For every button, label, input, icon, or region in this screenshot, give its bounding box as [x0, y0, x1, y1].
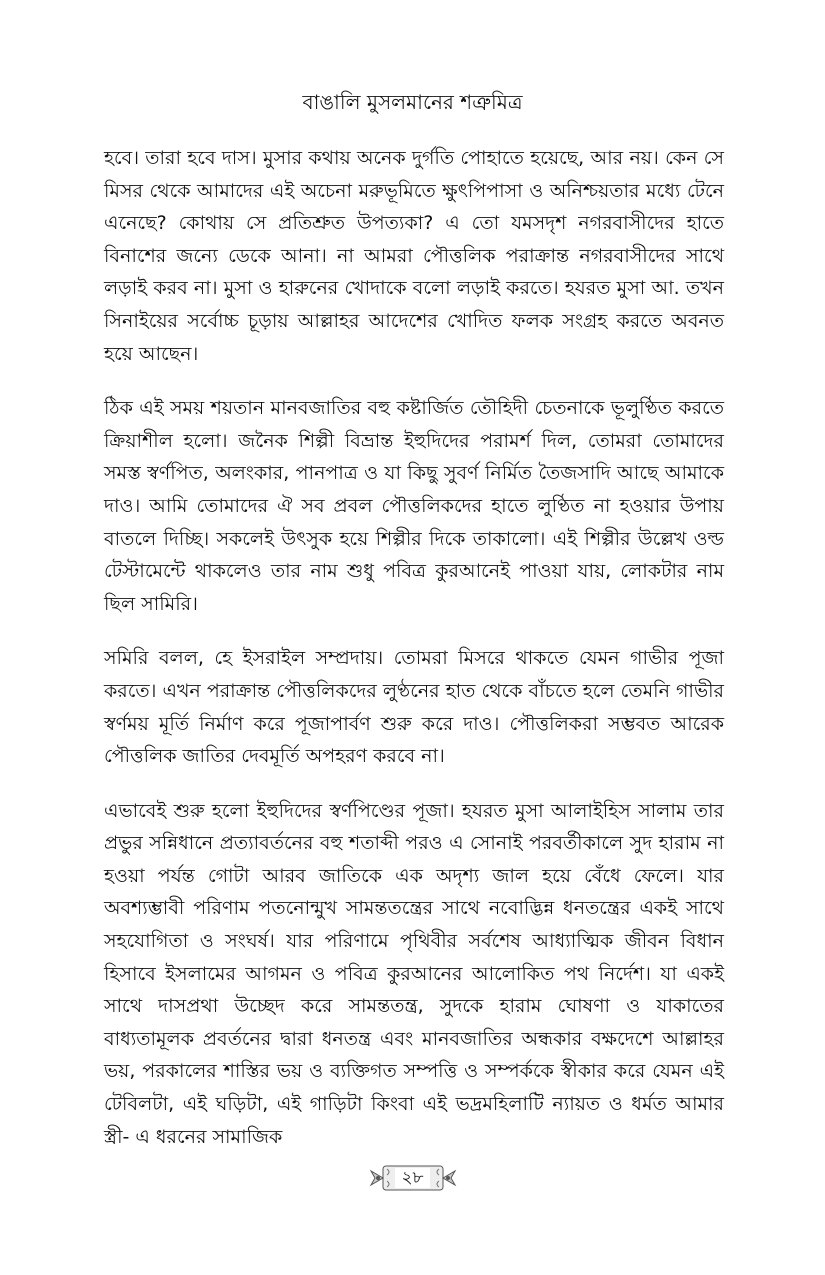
page-body — [104, 142, 724, 1175]
paragraph-2: ঠিক এই সময় শয়তান মানবজাতির বহু কষ্টার্জিত তৌহিদী চেতনাকে ভূলুণ্ঠিত করতে ক্রিয়াশীল হলো। জনৈক শিল্পী বিভ্রান্ত ইহুদিদের পরামর্শ দিল, তোমরা তোমাদের সমস্ত স্বর্ণপিত, অলংকার, পানপাত্র ও যা কিছু সুবর্ণ নির্মিত তৈজসাদি আছে আমাকে দাও। আমি তোমাদের ঐ সব প্রবল পৌত্তলিকদের হাতে লুণ্ঠিত না হওয়ার উপায় বাতলে দিচ্ছি। সকলেই উৎসুক হয়ে শিল্পীর দিকে তাকালো। এই শিল্পীর উল্লেখ ওল্ড টেস্টামেন্টে থাকলেও তার নাম শুধু পবিত্র কুরআনেই পাওয়া যায়, লোকটার নাম ছিল সামিরি। — [104, 397, 724, 615]
running-header-title: বাঙালি মুসলমানের শত্রুমিত্র — [302, 90, 523, 114]
paragraph-1: হবে। তারা হবে দাস। মুসার কথায় অনেক দুর্গতি পোহাতে হয়েছে, আর নয়। কেন সে মিসর থেকে আমাদের এই অচেনা মরুভূমিতে ক্ষুৎপিপাসা ও অনিশ্চয়তার মধ্যে টেনে এনেছে? কোথায় সে প্রতিশ্রুত উপত্যকা? এ তো যমসদৃশ নগরবাসীদের হাতে বিনাশের জন্যে ডেকে আনা। না আমরা পৌত্তলিক পরাক্রান্ত নগরবাসীদের সাথে লড়াই করব না। মুসা ও হারুনের খোদাকে বলো লড়াই করতে। হযরত মুসা আ. তখন সিনাইয়ের সর্বোচ্চ চূড়ায় আল্লাহর আদেশের খোদিত ফলক সংগ্রহ করতে অবনত হয়ে আছেন। — [104, 147, 724, 365]
page-number-badge — [365, 1163, 461, 1193]
page-number: ২৮ — [395, 1168, 429, 1188]
page-footer — [0, 1158, 825, 1198]
paragraph-3: সমিরি বলল, হে ইসরাইল সম্প্রদায়। তোমরা মিসরে থাকতে যেমন গাভীর পূজা করতে। এখন পরাক্রান্ত পৌত্তলিকদের লুণ্ঠনের হাত থেকে বাঁচতে হলে তেমনি গাভীর স্বর্ণময় মূর্তি নির্মাণ করে পূজাপার্বণ শুরু করে দাও। পৌত্তলিকরা সম্ভবত আরেক পৌত্তলিক জাতির দেবমূর্তি অপহরণ করবে না। — [104, 647, 724, 768]
paragraph-4: এভাবেই শুরু হলো ইহুদিদের স্বর্ণপিণ্ডের পূজা। হযরত মুসা আলাইহিস সালাম তার প্রভুর সন্নিধানে প্রত্যাবর্তনের বহু শতাব্দী পরও এ সোনাই পরবর্তীকালে সুদ হারাম না হওয়া পর্যন্ত গোটা আরব জাতিকে এক অদৃশ্য জাল হয়ে বেঁধে ফেলে। যার অবশ্যম্ভাবী পরিণাম পতনোন্মুখ সামন্ততন্ত্রের সাথে নবোদ্ভিন্ন ধনতন্ত্রের একই সাথে সহযোগিতা ও সংঘর্ষ। যার পরিণামে পৃথিবীর সর্বশেষ আধ্যাত্মিক জীবন বিধান হিসাবে ইসলামের আগমন ও পবিত্র কুরআনের আলোকিত পথ নির্দেশ। যা একই সাথে দাসপ্রথা উচ্ছেদ করে সামন্ততন্ত্র, সুদকে হারাম ঘোষণা ও যাকাতের বাধ্যতামূলক প্রবর্তনের দ্বারা ধনতন্ত্র এবং মানবজাতির অন্ধকার বক্ষদেশে আল্লাহর ভয়, পরকালের শাস্তির ভয় ও ব্যক্তিগত সম্পত্তি ও সম্পর্ককে স্বীকার করে যেমন এই টেবিলটা, এই ঘড়িটা, এই গাড়িটা কিংবা এই ভদ্রমহিলাটি ন্যায়ত ও ধর্মত আমার স্ত্রী- এ ধরনের সামাজিক — [104, 799, 724, 1148]
